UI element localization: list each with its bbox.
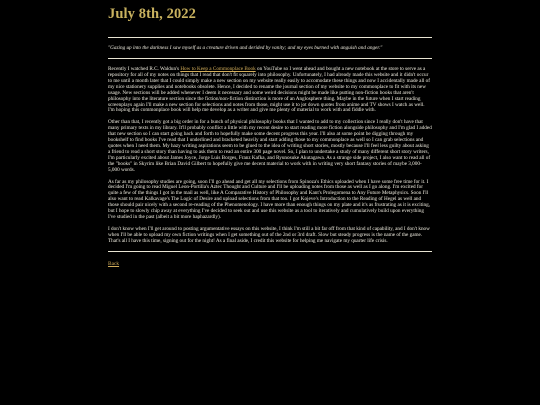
paragraph-1-text: on YouTube so I went ahead and bought a new notebook at the store to serve as a repository for all of my notes on things that I read that don't fit squarely into philosophy. Unfortunately, I had already made this website and it didn't occur to me until a month later that I could simply make a new section on my website really easily to accomodate these things and now I accidentally made all of my nice stationery supplies and notebooks obsolete. Hence, I decided to rename the journal section of my website to my commonplace to fit with its new usage. New sections will be added whenever I deem it necessary and some weird decisions might be made like putting non-fiction books that aren't philosophy into the literature section since the fiction/non-fiction distinction is more of an Anglosphere thing. Maybe in the future when I start reading screenplays again I'll make a new section for selections and notes from those, might use it to jot down quotes from anime and TV shows I watch as well. I'm hoping this commonplace book will help me develop as a writer and give me plenty of material to work with and fiddle with. bbox=[108, 66, 430, 114]
divider-bottom bbox=[108, 251, 432, 252]
paragraph-3: As far as my philosophy studies are going, soon I'll go ahead and get all my selections from Spinoza's Ethics uploaded when I have some free time for it. I decided I'm going to read Miguel Leon-Portilla's Aztec Thought and Culture and I'll be uploading notes from those as well as I go along. I'm excited for quite a few of the things I got in the mail as well, like A Comparative History of Philosophy and Kant's Prolegomena to Any Future Metaphysics. Soon I'll also want to read Kalkavage's The Logic of Desire and upload selections from that too. I got Kojeve's Introduction to the Reading of Hegel as well and those should pair nicely with a second re-reading of the Phenomenology. I have more than enough things on my plate and it's as frustrating as it is exciting, but I hope to slowly chip away at everything I've decided to seek out and use this website as a tool to iteratively and cumulatively build upon everything I've studied in the past (albeit a bit more haphazardly). bbox=[108, 178, 431, 220]
paragraph-1-intro: Recently I watched R.C. Waldun's bbox=[108, 66, 181, 73]
paragraph-2: Other than that, I recently got a big order in for a bunch of physical philosophy books that I wanted to add to my collection since I really don't have that many primary texts in my library. It'll probably conflict a little with my recent desire to start reading more fiction alongside philosophy and I'm glad I added that new section so I can start going back and forth to hopefully make some decent progress this year. I'll also at some point be digging through my bookshelf to find books I've read that I underlined and bracketed heavily and start adding those to my commonplace as well so I can grab selections and quotes when I need them. My hazy writing aspirations seem to be glued to the idea of writing short stories, mostly because I'll feel less guilty about asking a friend to read a short story than having to ask them to read an entire 300 page novel. So, I plan to undertake a study of many different short story writers, I'm particularly excited about James Joyce, Jorge Luis Borges, Franz Kafka, and Ryunosuke Akutagawa. As a strange side project, I also want to read all of the "books" in Skyrim like Brian David Gilbert to hopefully give me decent material to work with in writing very short fantasy stories of maybe 3,000-5,000 words. bbox=[108, 119, 432, 173]
divider-epigraph bbox=[108, 58, 432, 59]
epigraph-quote: "Gazing up into the darkness I saw myself as a creature driven and derided by vanity; and my eyes burned with anguish and anger." bbox=[108, 45, 383, 51]
entry-body bbox=[108, 67, 432, 244]
back-link[interactable]: Back bbox=[108, 260, 120, 267]
divider-top bbox=[108, 37, 432, 38]
journal-entry bbox=[108, 6, 432, 270]
paragraph-1 bbox=[108, 67, 432, 114]
commonplace-video-link[interactable]: How to Keep a Commonplace Book bbox=[180, 66, 256, 73]
paragraph-4: I don't know when I'll get around to posting argumentative essays on this website, I think I'm still a bit far off from that kind of capability, and I don't know when I'll be able to upload my own fiction writings when I get something out of the 2nd or 3rd draft. Slow but steady progress is the name of the game. That's all I have this time, signing out for the night! As a final aside, I credit this website for helping me navigate my quarter life crisis. bbox=[108, 225, 430, 244]
page-title: July 8th, 2022 bbox=[108, 6, 197, 22]
